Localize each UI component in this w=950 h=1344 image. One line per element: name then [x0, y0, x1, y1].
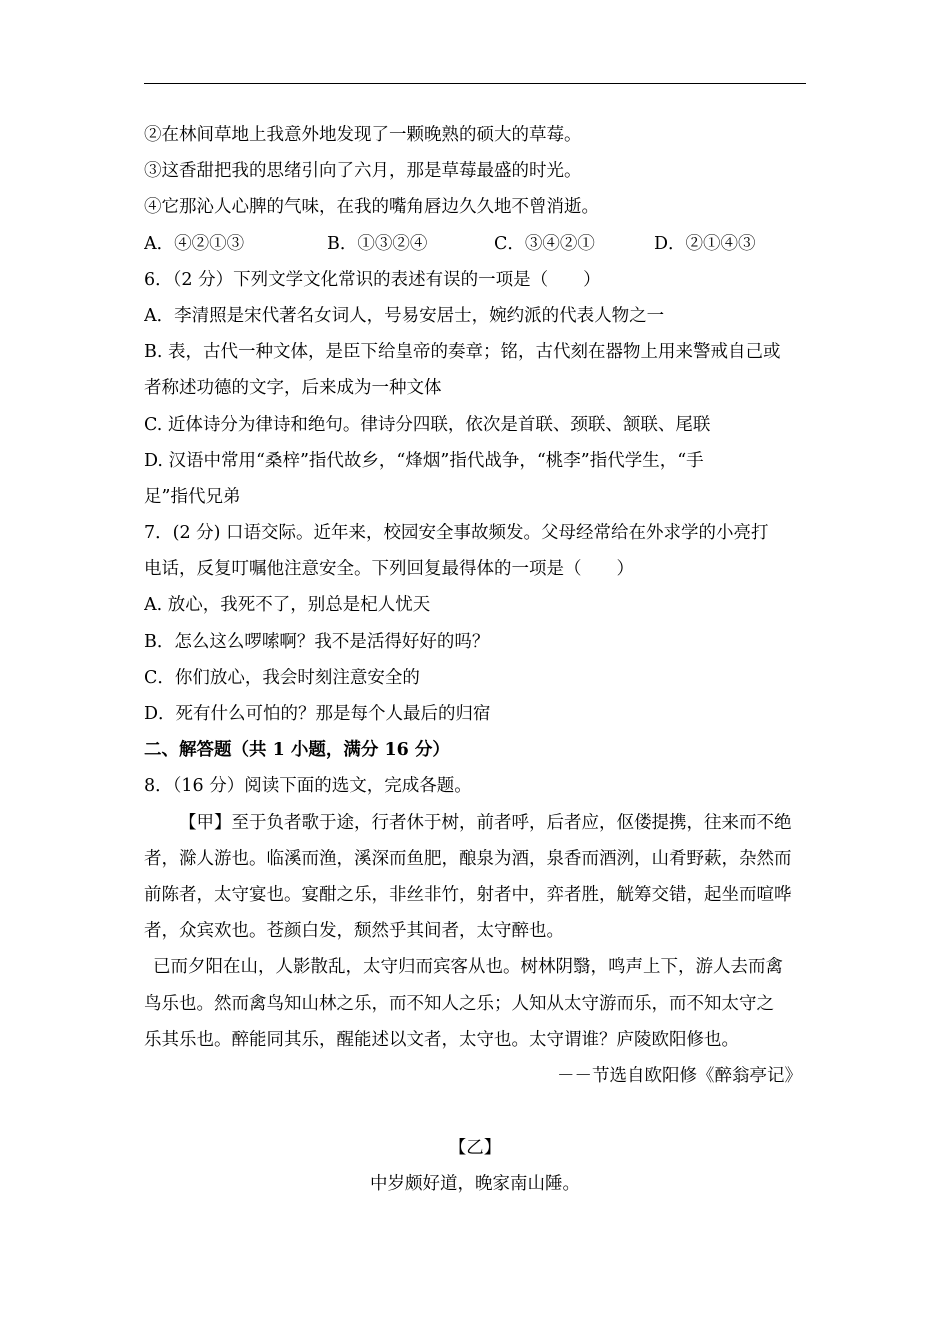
document-body	[144, 117, 806, 1202]
q5-option-b: B．①③②④	[327, 233, 428, 254]
passage-yi-line1: 中岁颇好道，晚家南山陲。	[370, 1174, 580, 1195]
q6-option-d-line1: D. 汉语中常用“桑梓”指代故乡，“烽烟”指代战争，“桃李”指代学生，“手	[144, 450, 704, 471]
sentence-3: ③这香甜把我的思绪引向了六月，那是草莓最盛的时光。	[144, 161, 582, 182]
spacer	[144, 1094, 806, 1130]
q5-option-c: C．③④②①	[494, 233, 595, 254]
passage-jia-p2-line1: 已而夕阳在山，人影散乱，太守归而宾客从也。树林阴翳，鸣声上下，游人去而禽	[153, 957, 783, 978]
passage-jia-line3: 前陈者，太守宴也。宴酣之乐，非丝非竹，射者中，弈者胜，觥筹交错，起坐而喧哗	[144, 884, 792, 905]
q5-option-a: A．④②①③	[144, 233, 245, 254]
passage-jia-line2: 者，滁人游也。临溪而渔，溪深而鱼肥，酿泉为酒，泉香而酒洌，山肴野蔌，杂然而	[144, 848, 792, 869]
q6-option-b-line2: 者称述功德的文字，后来成为一种文体	[144, 378, 442, 399]
sentence-2: ②在林间草地上我意外地发现了一颗晚熟的硕大的草莓。	[144, 125, 582, 145]
passage-jia-line1: 【甲】至于负者歌于途，行者休于树，前者呼，后者应，伛偻提携，往来而不绝	[179, 812, 792, 833]
q5-options	[144, 226, 806, 262]
section-2-heading: 二、解答题（共 1 小题，满分 16 分）	[144, 740, 450, 761]
q6-stem: 6．（2 分）下列文学文化常识的表述有误的一项是（ ）	[144, 269, 601, 290]
q6-option-c: C. 近体诗分为律诗和绝句。律诗分四联，依次是首联、颈联、颔联、尾联	[144, 414, 711, 435]
q7-stem-line1: 7．(2 分) 口语交际。近年来，校园安全事故频发。父母经常给在外求学的小亮打	[144, 523, 769, 544]
sentence-4: ④它那沁人心脾的气味，在我的嘴角唇边久久地不曾消逝。	[144, 197, 599, 218]
q7-option-a: A. 放心，我死不了，别总是杞人忧天	[144, 595, 431, 616]
q6-option-d-line2: 足”指代兄弟	[144, 486, 241, 507]
header-rule	[144, 83, 806, 84]
q7-option-b: B．怎么这么啰嗦啊？我不是活得好好的吗？	[144, 631, 490, 652]
passage-source: －－节选自欧阳修《醉翁亭记》	[557, 1065, 802, 1086]
q7-option-d: D．死有什么可怕的？那是每个人最后的归宿	[144, 704, 491, 724]
q8-stem: 8．（16 分）阅读下面的选文，完成各题。	[144, 776, 472, 797]
passage-yi-title: 【乙】	[448, 1138, 502, 1159]
q5-option-d: D．②①④③	[654, 233, 756, 254]
q7-option-c: C．你们放心，我会时刻注意安全的	[144, 667, 420, 688]
passage-jia-p2-line2: 鸟乐也。然而禽鸟知山林之乐，而不知人之乐；人知从太守游而乐，而不知太守之	[144, 993, 774, 1014]
q6-option-b-line1: B. 表，古代一种文体，是臣下给皇帝的奏章；铭，古代刻在器物上用来警戒自己或	[144, 342, 781, 363]
passage-jia-p2-line3: 乐其乐也。醉能同其乐，醒能述以文者，太守也。太守谓谁？庐陵欧阳修也。	[144, 1029, 739, 1050]
passage-jia-line4: 者，众宾欢也。苍颜白发，颓然乎其间者，太守醉也。	[144, 921, 564, 942]
q7-stem-line2: 电话，反复叮嘱他注意安全。下列回复最得体的一项是（ ）	[144, 559, 634, 580]
q6-option-a: A．李清照是宋代著名女词人，号易安居士，婉约派的代表人物之一	[144, 305, 665, 326]
